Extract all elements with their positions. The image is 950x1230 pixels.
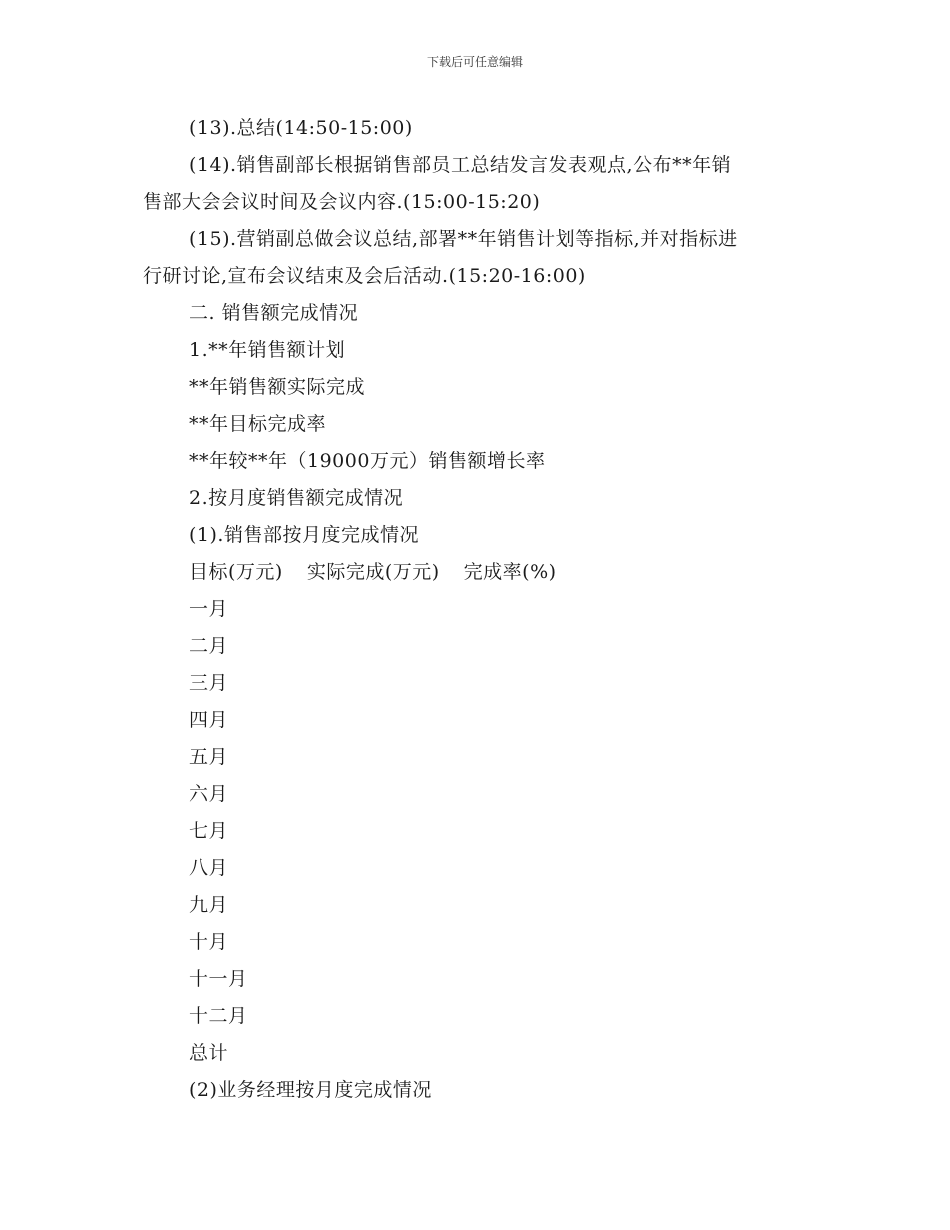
paragraph-13: (13).总结(14:50-15:00) xyxy=(189,117,413,139)
month-row: 八月 xyxy=(189,857,229,879)
month-row: 一月 xyxy=(189,598,229,620)
month-row: 十二月 xyxy=(189,1005,248,1027)
month-row: 九月 xyxy=(189,894,229,916)
monthly-heading: 2.按月度销售额完成情况 xyxy=(189,487,404,509)
month-row: 十一月 xyxy=(189,968,248,990)
month-row: 七月 xyxy=(189,820,229,842)
paragraph-14-line1: (14).销售副部长根据销售部员工总结发言发表观点,公布**年销 xyxy=(189,154,732,176)
table-header-row xyxy=(143,554,811,591)
month-row: 五月 xyxy=(189,746,229,768)
header-rate: 完成率(%) xyxy=(463,561,557,583)
paragraph-15-line1: (15).营销副总做会议总结,部署**年销售计划等指标,并对指标进 xyxy=(189,228,738,250)
total-row: 总计 xyxy=(189,1042,229,1064)
month-row: 十月 xyxy=(189,931,229,953)
growth-rate-line: **年较**年（19000万元）销售额增长率 xyxy=(189,450,546,472)
paragraph-15-line2: 行研讨论,宣布会议结束及会后活动.(15:20-16:00) xyxy=(143,265,586,287)
sales-plan-line: 1.**年销售额计划 xyxy=(189,339,346,361)
document-body xyxy=(143,110,811,1109)
paragraph-14-line2: 售部大会会议时间及会议内容.(15:00-15:20) xyxy=(143,191,541,213)
month-row: 六月 xyxy=(189,783,229,805)
page-header: 下载后可任意编辑 xyxy=(426,55,523,69)
month-row: 四月 xyxy=(189,709,229,731)
header-actual: 实际完成(万元) xyxy=(306,561,440,583)
section-heading-2: 二. 销售额完成情况 xyxy=(189,302,359,324)
month-row: 二月 xyxy=(189,635,229,657)
sales-dept-monthly-heading: (1).销售部按月度完成情况 xyxy=(189,524,419,546)
manager-monthly-heading: (2)业务经理按月度完成情况 xyxy=(189,1079,432,1101)
header-target: 目标(万元) xyxy=(189,561,283,583)
sales-actual-line: **年销售额实际完成 xyxy=(189,376,366,398)
target-rate-line: **年目标完成率 xyxy=(189,413,327,435)
month-row: 三月 xyxy=(189,672,229,694)
